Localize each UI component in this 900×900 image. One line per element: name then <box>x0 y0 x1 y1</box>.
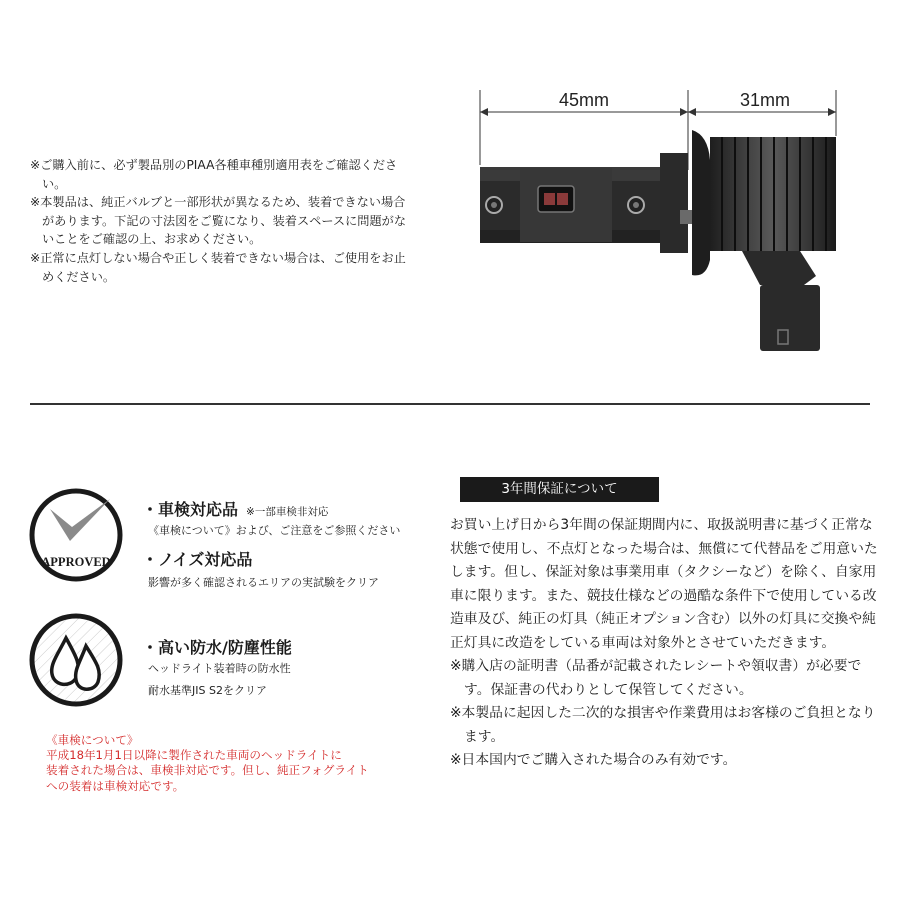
bulb-connector <box>742 251 820 351</box>
note-line: ※本製品は、純正バルブと一部形状が異なるため、装着できない場合があります。下記の寸法図をご覧になり、装着スペースに問題がないことをご確認の上、お求めください。 <box>30 195 407 247</box>
arrow-head <box>828 108 836 116</box>
warranty-title: 3年間保証について <box>460 477 659 502</box>
shaken-note <box>46 733 416 794</box>
purchase-notes <box>30 156 415 286</box>
arrow-head <box>680 108 688 116</box>
water-drops-icon <box>28 612 124 708</box>
shaken-note-line: 装着された場合は、車検非対応です。但し、純正フォグライト <box>46 763 369 778</box>
note-line: ※ご購入前に、必ず製品別のPIAA各種車種別適用表をご確認ください。 <box>30 158 398 191</box>
dimension-label-45: 45mm <box>558 90 610 110</box>
dimension-label-31: 31mm <box>739 90 791 110</box>
feature-noise-title: ・ノイズ対応品 <box>142 550 253 569</box>
bulb-dimension-drawing <box>460 80 880 370</box>
warranty-body: お買い上げ日から3年間の保証期間内に、取扱説明書に基づく正常な状態で使用し、不点灯となった場合は、無償にて代替品をご用意いたします。但し、保証対象は事業用車（タクシーなど）を除く、自家用車に限ります。また、競技仕様などの過酷な条件下で使用している改造車及び、純正の灯具（純正オプション含む）以外の灯具に交換や純正灯具に改造をしている車両は対象外とさせていただきます。 <box>450 517 878 651</box>
warranty-note: ※購入店の証明書（品番が記載されたレシートや領収書）が必要です。保証書の代わりとして保管してください。 <box>450 658 862 698</box>
section-divider <box>30 403 870 405</box>
bulb-base-ring <box>692 130 710 275</box>
warranty-note: ※日本国内でご購入された場合のみ有効です。 <box>450 752 737 768</box>
feature-waterproof-desc2: 耐水基準JIS S2をクリア <box>148 684 267 697</box>
bulb-body <box>480 153 692 253</box>
approved-badge-icon <box>28 487 124 583</box>
note-line: ※正常に点灯しない場合や正しく装着できない場合は、ご使用をお止めください。 <box>30 250 406 284</box>
warranty-note: ※本製品に起因した二次的な損害や作業費用はお客様のご負担となります。 <box>450 705 876 745</box>
feature-shaken-title: ・車検対応品 ※一部車検非対応 <box>142 500 329 519</box>
arrow-head <box>688 108 696 116</box>
warranty-text <box>450 514 880 773</box>
shaken-note-line: への装着は車検対応です。 <box>46 778 185 793</box>
feature-shaken-desc: 《車検について》および、ご注意をご参照ください <box>148 524 401 537</box>
shaken-note-line: 平成18年1月1日以降に製作された車両のヘッドライトに <box>46 748 342 763</box>
arrow-head <box>480 108 488 116</box>
shaken-note-heading: 《車検について》 <box>46 733 139 747</box>
feature-noise-desc: 影響が多く確認されるエリアの実試験をクリア <box>148 576 379 589</box>
feature-shaken-sub: ※一部車検非対応 <box>246 506 329 518</box>
heatsink-fins <box>710 137 836 251</box>
feature-waterproof-title: ・高い防水/防塵性能 <box>142 638 292 657</box>
approved-text: APPROVED <box>41 555 111 569</box>
feature-waterproof-desc: ヘッドライト装着時の防水性 <box>148 662 291 675</box>
